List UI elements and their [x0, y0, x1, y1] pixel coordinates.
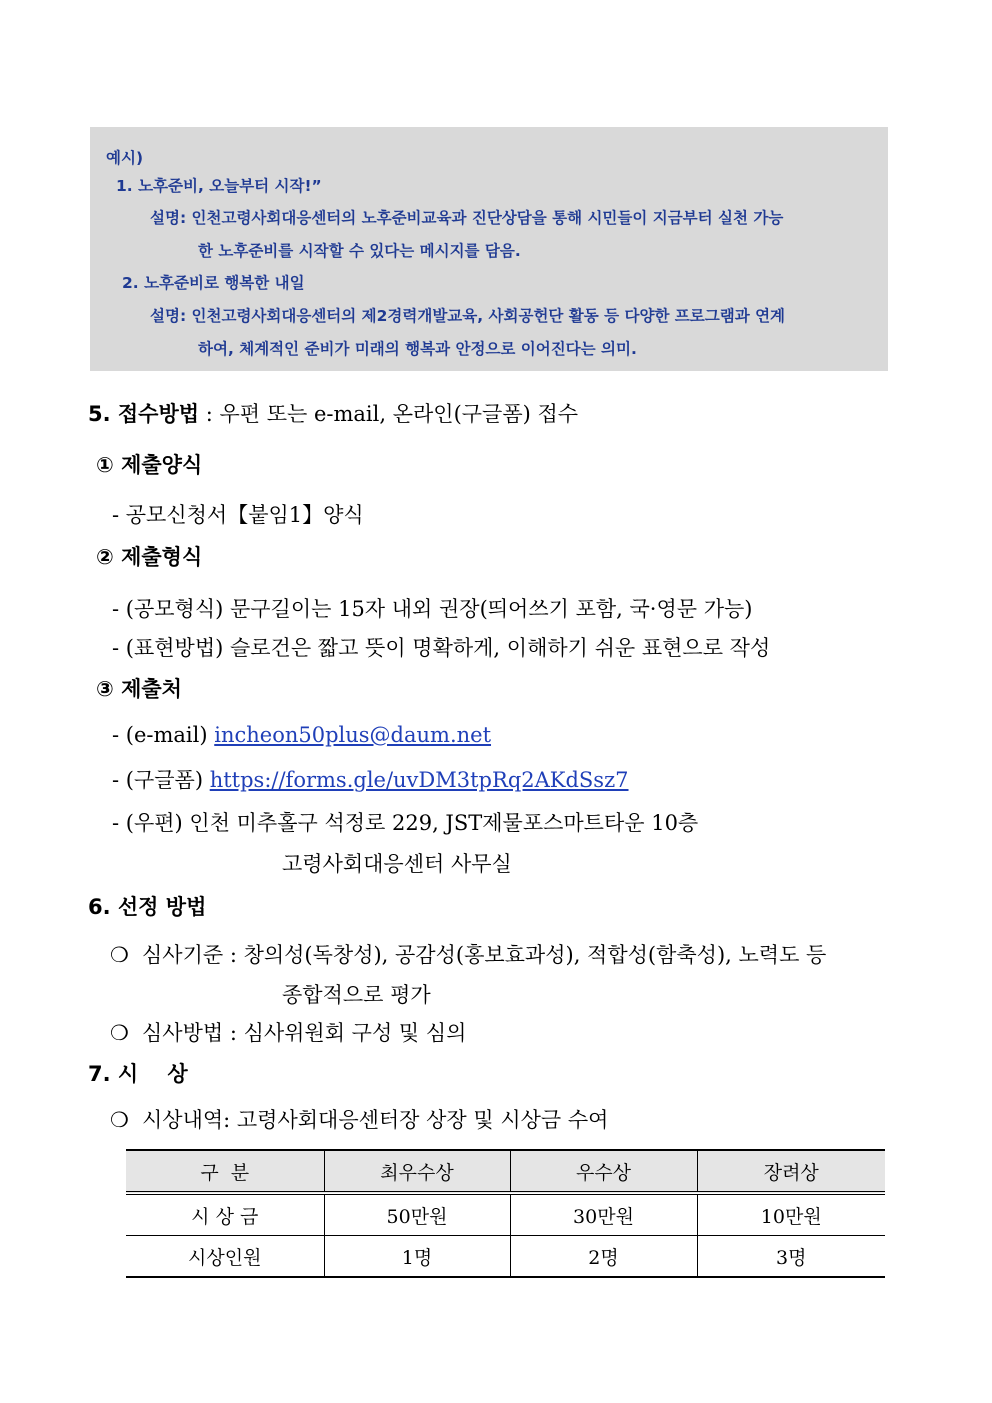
table-row [126, 1236, 885, 1278]
criteria-line1 [110, 939, 826, 969]
example-item1-title: 1. 노후준비, 오늘부터 시작!” [116, 177, 322, 195]
section6-title: 6. 선정 방법 [88, 895, 207, 919]
table-cell: 3명 [697, 1236, 885, 1278]
section5-sub1-title: ① 제출양식 [96, 453, 203, 477]
section7-title: 7. 시 상 [88, 1062, 188, 1086]
section5-subtitle: : 우편 또는 e-mail, 온라인(구글폼) 접수 [199, 402, 579, 426]
criteria-line2: 종합적으로 평가 [282, 983, 431, 1007]
section5-sub2-line2: - (표현방법) 슬로건은 짧고 뜻이 명확하게, 이해하기 쉬운 표현으로 작성 [112, 636, 771, 660]
section5-sub1-line: - 공모신청서【붙임1】양식 [112, 503, 364, 527]
form-prefix: - (구글폼) [112, 768, 210, 792]
table-cell: 30만원 [510, 1193, 697, 1236]
criteria-text: 심사기준 : 창의성(독창성), 공감성(홍보효과성), 적합성(함축성), 노력도 등 [142, 943, 827, 967]
post-line1: - (우편) 인천 미추홀구 석정로 229, JST제물포스마트타운 10층 [112, 811, 699, 835]
example-item2-desc-line2: 하여, 체계적인 준비가 미래의 행복과 안정으로 이어진다는 의미. [198, 340, 637, 358]
email-prefix: - (e-mail) [112, 723, 215, 747]
example-label: 예시) [106, 149, 144, 167]
award-table [126, 1149, 885, 1278]
email-link[interactable]: incheon50plus@daum.net [214, 723, 492, 747]
bullet-icon: ❍ [110, 1021, 129, 1045]
table-cell: 10만원 [697, 1193, 885, 1236]
example-item1-desc-line2: 한 노후준비를 시작할 수 있다는 메시지를 담음. [198, 242, 521, 260]
section5-sub3-title: ③ 제출처 [96, 677, 182, 701]
table-header-cell: 장려상 [697, 1150, 885, 1193]
table-row [126, 1193, 885, 1236]
section5-sub2-line1: - (공모형식) 문구길이는 15자 내외 권장(띄어쓰기 포함, 국·영문 가능) [112, 597, 753, 621]
example-item2-title: 2. 노후준비로 행복한 내일 [122, 274, 305, 292]
section5-title: 5. 접수방법 [88, 402, 200, 426]
google-form-link[interactable]: https://forms.gle/uvDM3tpRq2AKdSsz7 [209, 768, 629, 792]
form-line [112, 764, 629, 794]
award-detail-text: 시상내역: 고령사회대응센터장 상장 및 시상금 수여 [142, 1108, 609, 1132]
table-cell: 50만원 [324, 1193, 510, 1236]
table-cell: 2명 [510, 1236, 697, 1278]
bullet-icon: ❍ [110, 1108, 129, 1132]
table-header-cell: 우수상 [510, 1150, 697, 1193]
post-line2: 고령사회대응센터 사무실 [282, 852, 512, 876]
table-header-cell: 구 분 [126, 1150, 324, 1193]
table-header-row [126, 1150, 885, 1193]
table-cell: 시 상 금 [126, 1193, 324, 1236]
bullet-icon: ❍ [110, 943, 129, 967]
email-line [112, 723, 491, 747]
method-line [110, 1017, 466, 1047]
example-item2-desc-line1: 설명: 인천고령사회대응센터의 제2경력개발교육, 사회공헌단 활동 등 다양한 프로그램과 연계 [150, 307, 786, 325]
example-item1-desc-line1: 설명: 인천고령사회대응센터의 노후준비교육과 진단상담을 통해 시민들이 지금부터 실천 가능 [150, 209, 784, 227]
table-cell: 1명 [324, 1236, 510, 1278]
section5-heading [88, 398, 578, 428]
table-cell: 시상인원 [126, 1236, 324, 1278]
award-detail-line [110, 1104, 608, 1134]
table-header-cell: 최우수상 [324, 1150, 510, 1193]
section5-sub2-title: ② 제출형식 [96, 545, 203, 569]
method-text: 심사방법 : 심사위원회 구성 및 심의 [142, 1021, 467, 1045]
